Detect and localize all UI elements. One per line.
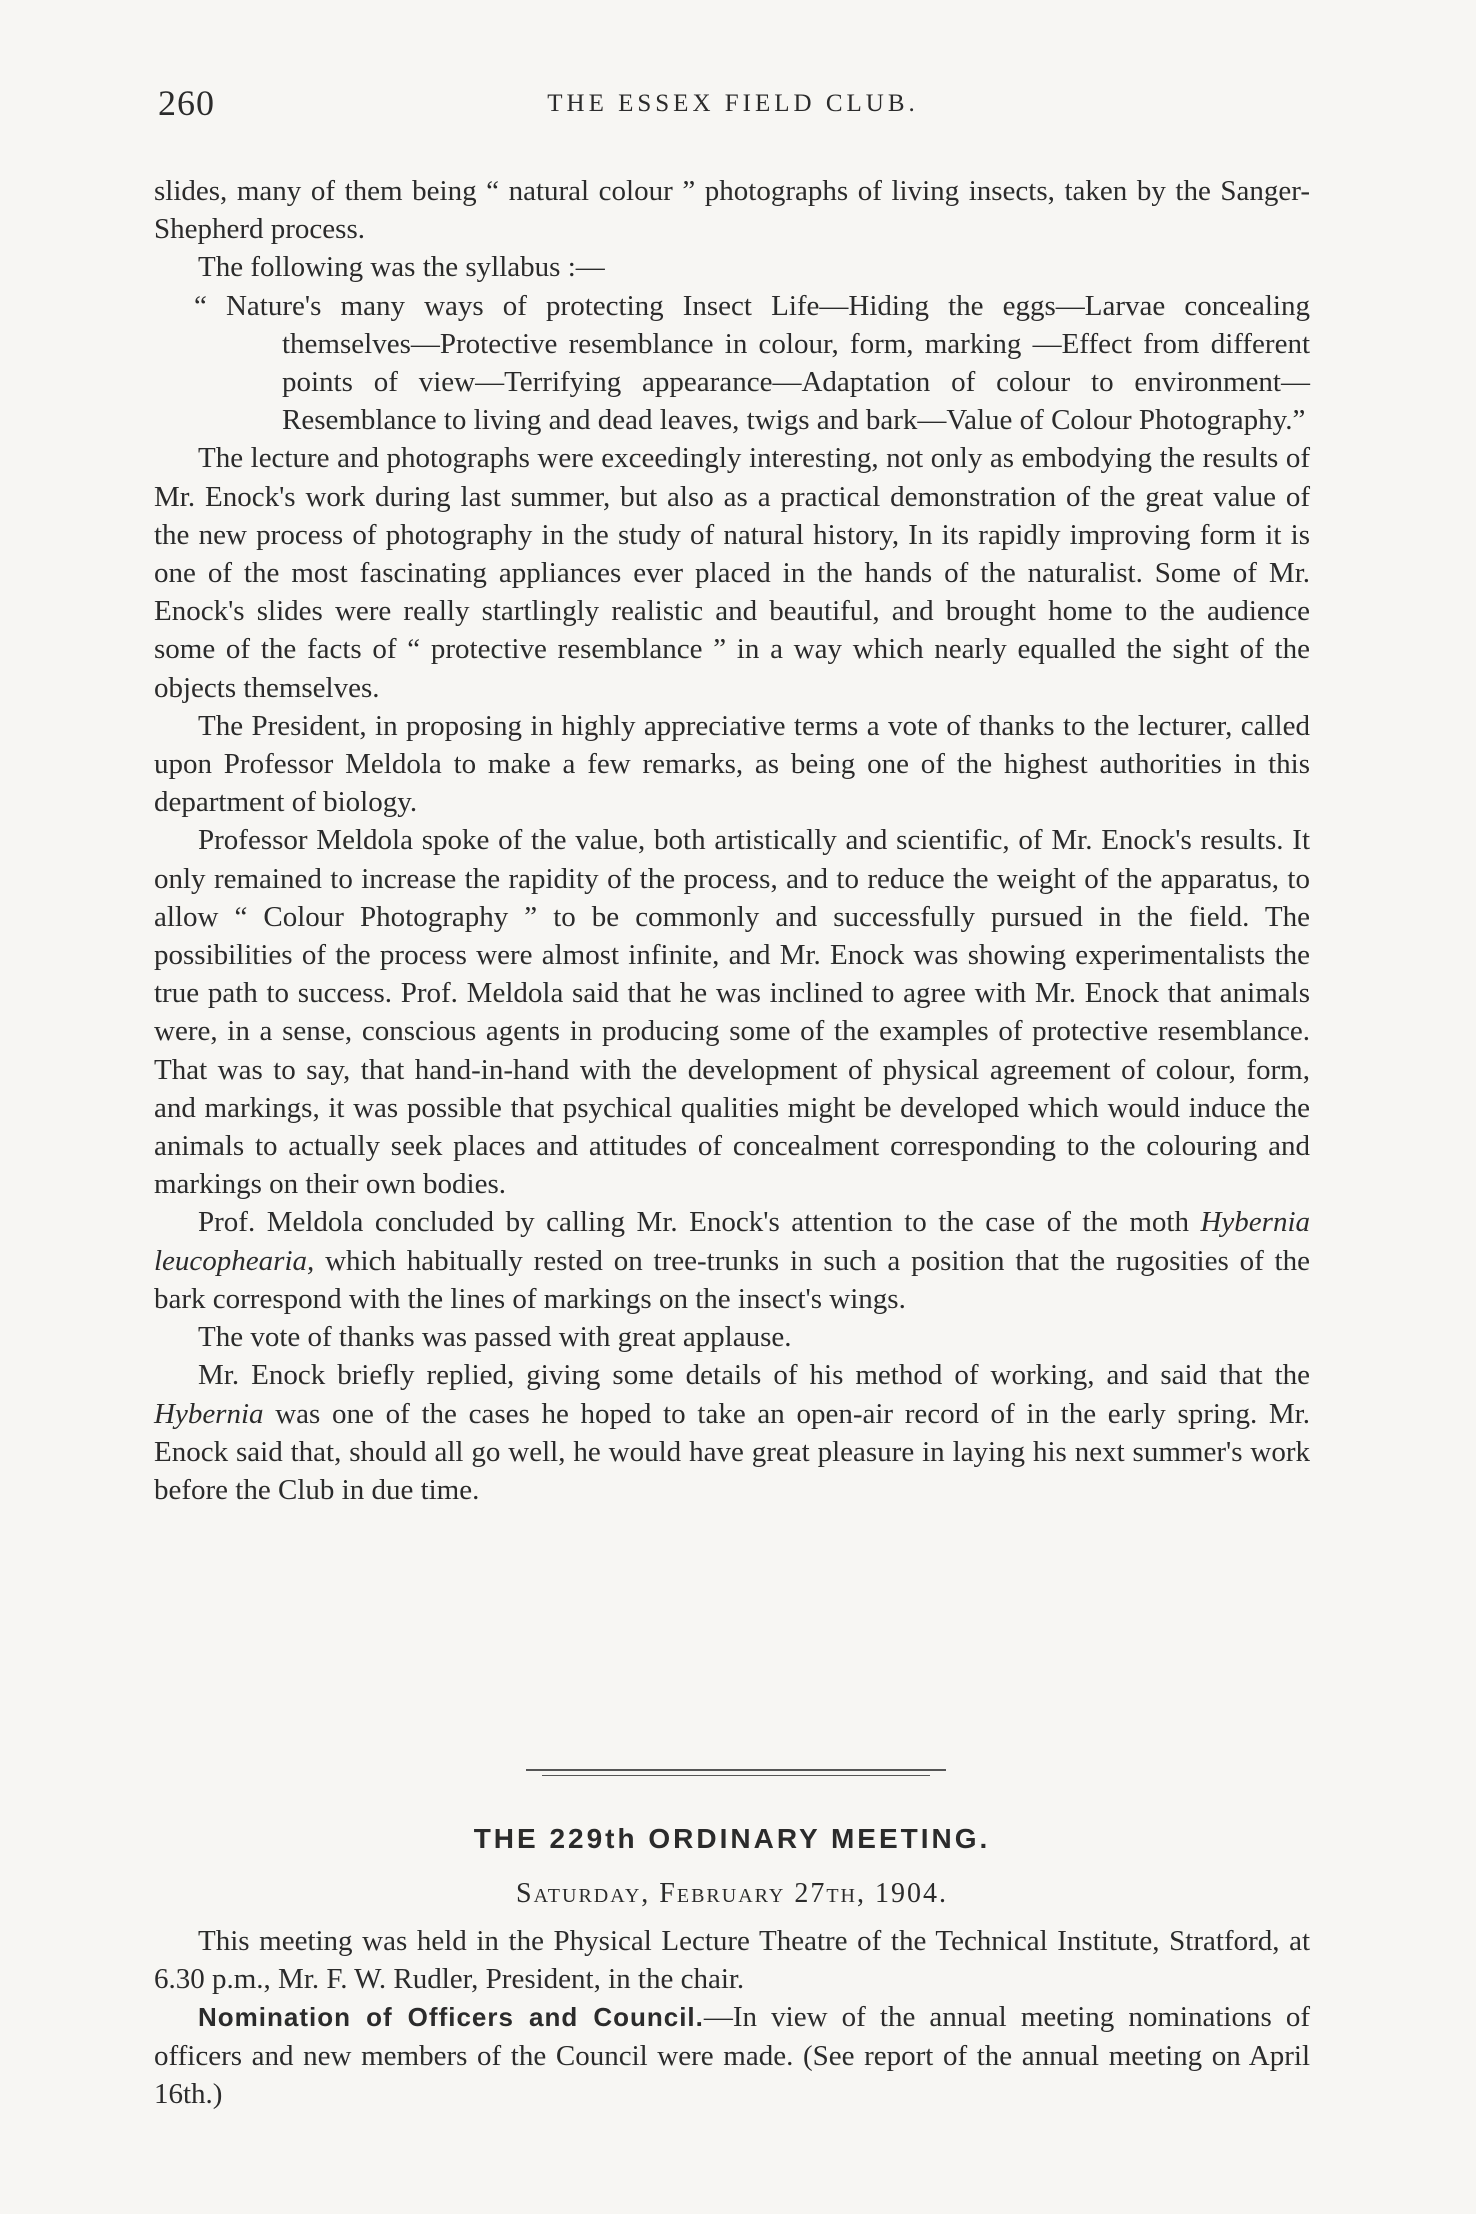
syllabus-quote: “ Nature's many ways of protecting Insect Life—Hiding the eggs—Larvae concealing themselves—Protective resemblance in colour, form, marking —Effect from different points of view—Terrifying appearance—Adaptation of colour to environment—Resemblance to living and dead leaves, twigs and bark—Value of Colour Photography.”	[194, 289, 1310, 437]
running-head	[158, 82, 1308, 132]
meeting-section	[154, 1818, 1310, 2113]
text-run: —In view of the annual meeting nominations of officers and new members of the Council were made. (See report of the annual meeting on April 16th.)	[154, 2001, 1310, 2110]
text-run: Prof. Meldola concluded by calling Mr. Enock's attention to the case of the moth	[198, 1206, 1201, 1239]
article-body	[154, 172, 1310, 1509]
section-divider	[542, 1775, 930, 1776]
meeting-body	[154, 1922, 1310, 2113]
paragraph: slides, many of them being “ natural colour ” photographs of living insects, taken by the Sanger-Shepherd process.	[154, 175, 1310, 246]
paragraph: The vote of thanks was passed with great applause.	[198, 1321, 792, 1354]
paragraph: This meeting was held in the Physical Lecture Theatre of the Technical Institute, Stratford, at 6.30 p.m., Mr. F. W. Rudler, President, in the chair.	[154, 1925, 1310, 1996]
paragraph: The lecture and photographs were exceedingly interesting, not only as embodying the results of Mr. Enock's work during last summer, but also as a practical demonstration of the great value of the new process of photography in the study of natural history, In its rapidly improving form it is one of the most fascinating appliances ever placed in the hands of the naturalist. Some of Mr. Enock's slides were really startlingly realistic and beautiful, and brought home to the audience some of the facts of “ protective resemblance ” in a way which nearly equalled the sight of the objects themselves.	[154, 442, 1310, 704]
meeting-heading: THE 229th ORDINARY MEETING.	[473, 1823, 991, 1854]
section-divider	[526, 1769, 946, 1771]
paragraph	[154, 1356, 1310, 1509]
species-name: Hybernia leucophearia,	[154, 1206, 1310, 1277]
page-number: 260	[158, 83, 215, 123]
paragraph: The President, in proposing in highly appreciative terms a vote of thanks to the lecturer, called upon Professor Meldola to make a few remarks, as being one of the highest authorities in this department of biology.	[154, 709, 1310, 819]
text-run: Mr. Enock briefly replied, giving some details of his method of working, and said that the	[198, 1359, 1310, 1392]
text-run: which habitually rested on tree-trunks in such a position that the rugosities of the bark correspond with the lines of markings on the insect's wings.	[154, 1244, 1310, 1315]
paragraph	[154, 1998, 1310, 2113]
paragraph: The following was the syllabus :—	[198, 251, 605, 284]
text-run: was one of the cases he hoped to take an open-air record of in the early spring. Mr. Enock said that, should all go well, he would have great pleasure in laying his next summer's work before the Club in due time.	[154, 1397, 1310, 1506]
journal-title: THE ESSEX FIELD CLUB.	[547, 90, 919, 117]
genus-name: Hybernia	[154, 1397, 264, 1430]
meeting-date: Saturday, February 27th, 1904.	[516, 1878, 948, 1909]
paragraph	[154, 1203, 1310, 1318]
run-in-heading: Nomination of Officers and Council.	[198, 2002, 704, 2033]
paragraph: Professor Meldola spoke of the value, both artistically and scientific, of Mr. Enock's results. It only remained to increase the rapidity of the process, and to reduce the weight of the apparatus, to allow “ Colour Photography ” to be commonly and successfully pursued in the field. The possibilities of the process were almost infinite, and Mr. Enock was showing experimentalists the true path to success. Prof. Meldola said that he was inclined to agree with Mr. Enock that animals were, in a sense, conscious agents in producing some of the examples of protective resemblance. That was to say, that hand-in-hand with the development of physical agreement of colour, form, and markings, it was possible that psychical qualities might be developed which would induce the animals to actually seek places and attitudes of concealment corresponding to the colouring and markings on their own bodies.	[154, 824, 1310, 1201]
